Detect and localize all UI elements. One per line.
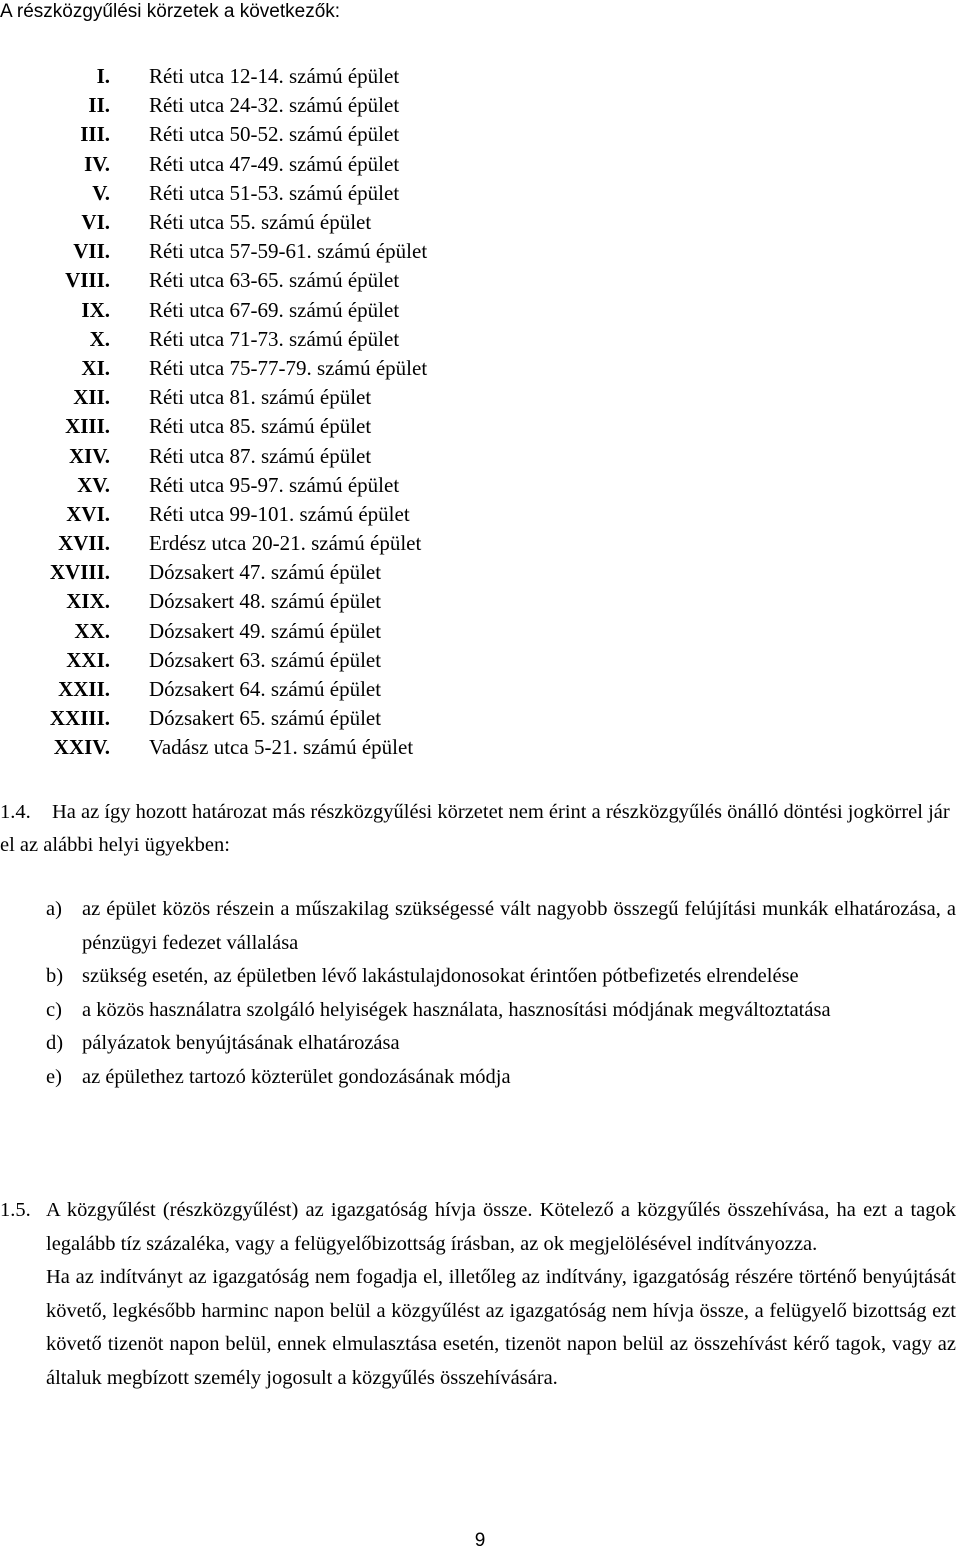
section-number: 1.5. (0, 1199, 31, 1221)
district-address: Réti utca 81. számú épület (149, 385, 372, 410)
item-text: a közös használatra szolgáló helyiségek használata, hasznosítási módjának megváltoztatása (82, 998, 831, 1021)
section-text: Ha az így hozott határozat más részközgyűlési körzetet nem érint a részközgyűlés önálló döntési jogkörrel jár el az alábbi helyi ügyekben: (0, 801, 950, 856)
district-row (0, 120, 600, 149)
district-row (0, 266, 600, 295)
district-address: Réti utca 85. számú épület (149, 414, 372, 439)
section-1-4 (0, 796, 960, 862)
district-address: Vadász utca 5-21. számú épület (149, 735, 414, 760)
list-item (0, 1027, 956, 1061)
district-row (0, 704, 600, 733)
district-address: Réti utca 95-97. számú épület (149, 472, 400, 497)
district-row (0, 179, 600, 208)
paragraph: A közgyűlést (részközgyűlést) az igazgatóság hívja össze. Kötelező a közgyűlés összehívása, ha ezt a tagok legalább tíz százaléka, vagy a felügyelőbizottság írásban, az ok megjelölésével indítványozza. (46, 1199, 956, 1255)
district-number: XX. (74, 618, 110, 643)
item-text: az épülethez tartozó közterület gondozásának módja (82, 1065, 511, 1088)
district-number: XVI. (66, 501, 110, 526)
district-row (0, 471, 600, 500)
district-number: XXI. (66, 647, 110, 672)
district-address: Dózsakert 49. számú épület (149, 618, 382, 643)
district-row (0, 325, 600, 354)
item-text: az épület közös részein a műszakilag szükségessé vált nagyobb összegű felújítási munkák elhatározása, a pénzügyi fedezet vállalása (82, 898, 956, 954)
item-label: b) (46, 965, 64, 987)
district-address: Réti utca 47-49. számú épület (149, 151, 400, 176)
item-text: szükség esetén, az épületben lévő lakástulajdonosokat érintően pótbefizetés elrendelése (82, 965, 799, 987)
district-row (0, 354, 600, 383)
district-number: IV. (84, 151, 110, 176)
item-label: e) (46, 1065, 62, 1088)
item-label: d) (46, 1032, 64, 1054)
district-number: I. (96, 64, 110, 89)
section-body (46, 1194, 956, 1395)
paragraph: Ha az indítványt az igazgatóság nem fogadja el, illetőleg az indítvány, igazgatóság részére történő benyújtását követő, legkésőbb harminc napon belül a közgyűlést az igazgatóság nem hívja össze, a felügyelő bizottság ezt követő tizenöt napon belül, ennek elmulasztása esetén, tizenöt napon belül az összehívást kérő tagok, vagy az általuk megbízott személy jogosult a közgyűlés összehívására. (46, 1266, 956, 1389)
district-number: XVII. (58, 531, 110, 556)
district-number: VIII. (65, 268, 110, 293)
district-row (0, 558, 600, 587)
district-number: XXII. (58, 677, 110, 702)
district-address: Réti utca 75-77-79. számú épület (149, 355, 428, 380)
district-row (0, 441, 600, 470)
list-item (0, 893, 956, 960)
district-address: Erdész utca 20-21. számú épület (149, 531, 422, 556)
item-list (0, 893, 956, 1094)
district-number: XXIII. (49, 706, 110, 731)
district-address: Réti utca 99-101. számú épület (149, 501, 410, 526)
item-text: pályázatok benyújtásának elhatározása (82, 1032, 400, 1054)
district-row (0, 91, 600, 120)
district-number: VII. (73, 239, 110, 264)
district-row (0, 646, 600, 675)
district-number: III. (80, 122, 110, 147)
district-row (0, 675, 600, 704)
section-1-5 (0, 1194, 956, 1395)
district-row (0, 733, 600, 762)
district-number: X. (89, 326, 110, 351)
district-address: Réti utca 57-59-61. számú épület (149, 239, 428, 264)
district-number: II. (88, 93, 110, 118)
list-item (0, 960, 956, 994)
district-number: VI. (81, 210, 110, 235)
district-address: Dózsakert 65. számú épület (149, 706, 382, 731)
district-address: Réti utca 51-53. számú épület (149, 180, 400, 205)
district-address: Réti utca 12-14. számú épület (149, 64, 400, 89)
district-number: XIV. (68, 443, 110, 468)
district-number: XII. (73, 385, 110, 410)
district-number: IX. (81, 297, 110, 322)
district-address: Réti utca 87. számú épület (149, 443, 372, 468)
page-number: 9 (474, 1530, 486, 1551)
district-number: XIX. (66, 589, 110, 614)
district-row (0, 237, 600, 266)
district-number: XV. (77, 472, 110, 497)
intro-heading: A részközgyűlési körzetek a következők: (0, 1, 341, 22)
district-row (0, 617, 600, 646)
district-row (0, 62, 600, 91)
list-item (0, 1061, 956, 1095)
district-row (0, 383, 600, 412)
district-row (0, 296, 600, 325)
district-address: Dózsakert 63. számú épület (149, 647, 382, 672)
district-address: Dózsakert 47. számú épület (149, 560, 382, 585)
district-row (0, 150, 600, 179)
district-address: Dózsakert 64. számú épület (149, 677, 382, 702)
district-number: XI. (81, 355, 110, 380)
district-address: Dózsakert 48. számú épület (149, 589, 382, 614)
district-row (0, 529, 600, 558)
list-item (0, 994, 956, 1028)
district-address: Réti utca 67-69. számú épület (149, 297, 400, 322)
district-address: Réti utca 63-65. számú épület (149, 268, 400, 293)
district-address: Réti utca 50-52. számú épület (149, 122, 400, 147)
district-address: Réti utca 55. számú épület (149, 210, 372, 235)
item-label: a) (46, 898, 62, 920)
district-address: Réti utca 71-73. számú épület (149, 326, 400, 351)
item-label: c) (46, 998, 62, 1021)
district-number: XVIII. (49, 560, 110, 585)
district-number: V. (92, 180, 110, 205)
district-number: XXIV. (53, 735, 110, 760)
district-address: Réti utca 24-32. számú épület (149, 93, 400, 118)
district-row (0, 412, 600, 441)
district-row (0, 500, 600, 529)
district-row (0, 587, 600, 616)
district-row (0, 208, 600, 237)
section-number: 1.4. (0, 801, 31, 823)
district-list (0, 62, 600, 763)
district-number: XIII. (65, 414, 110, 439)
